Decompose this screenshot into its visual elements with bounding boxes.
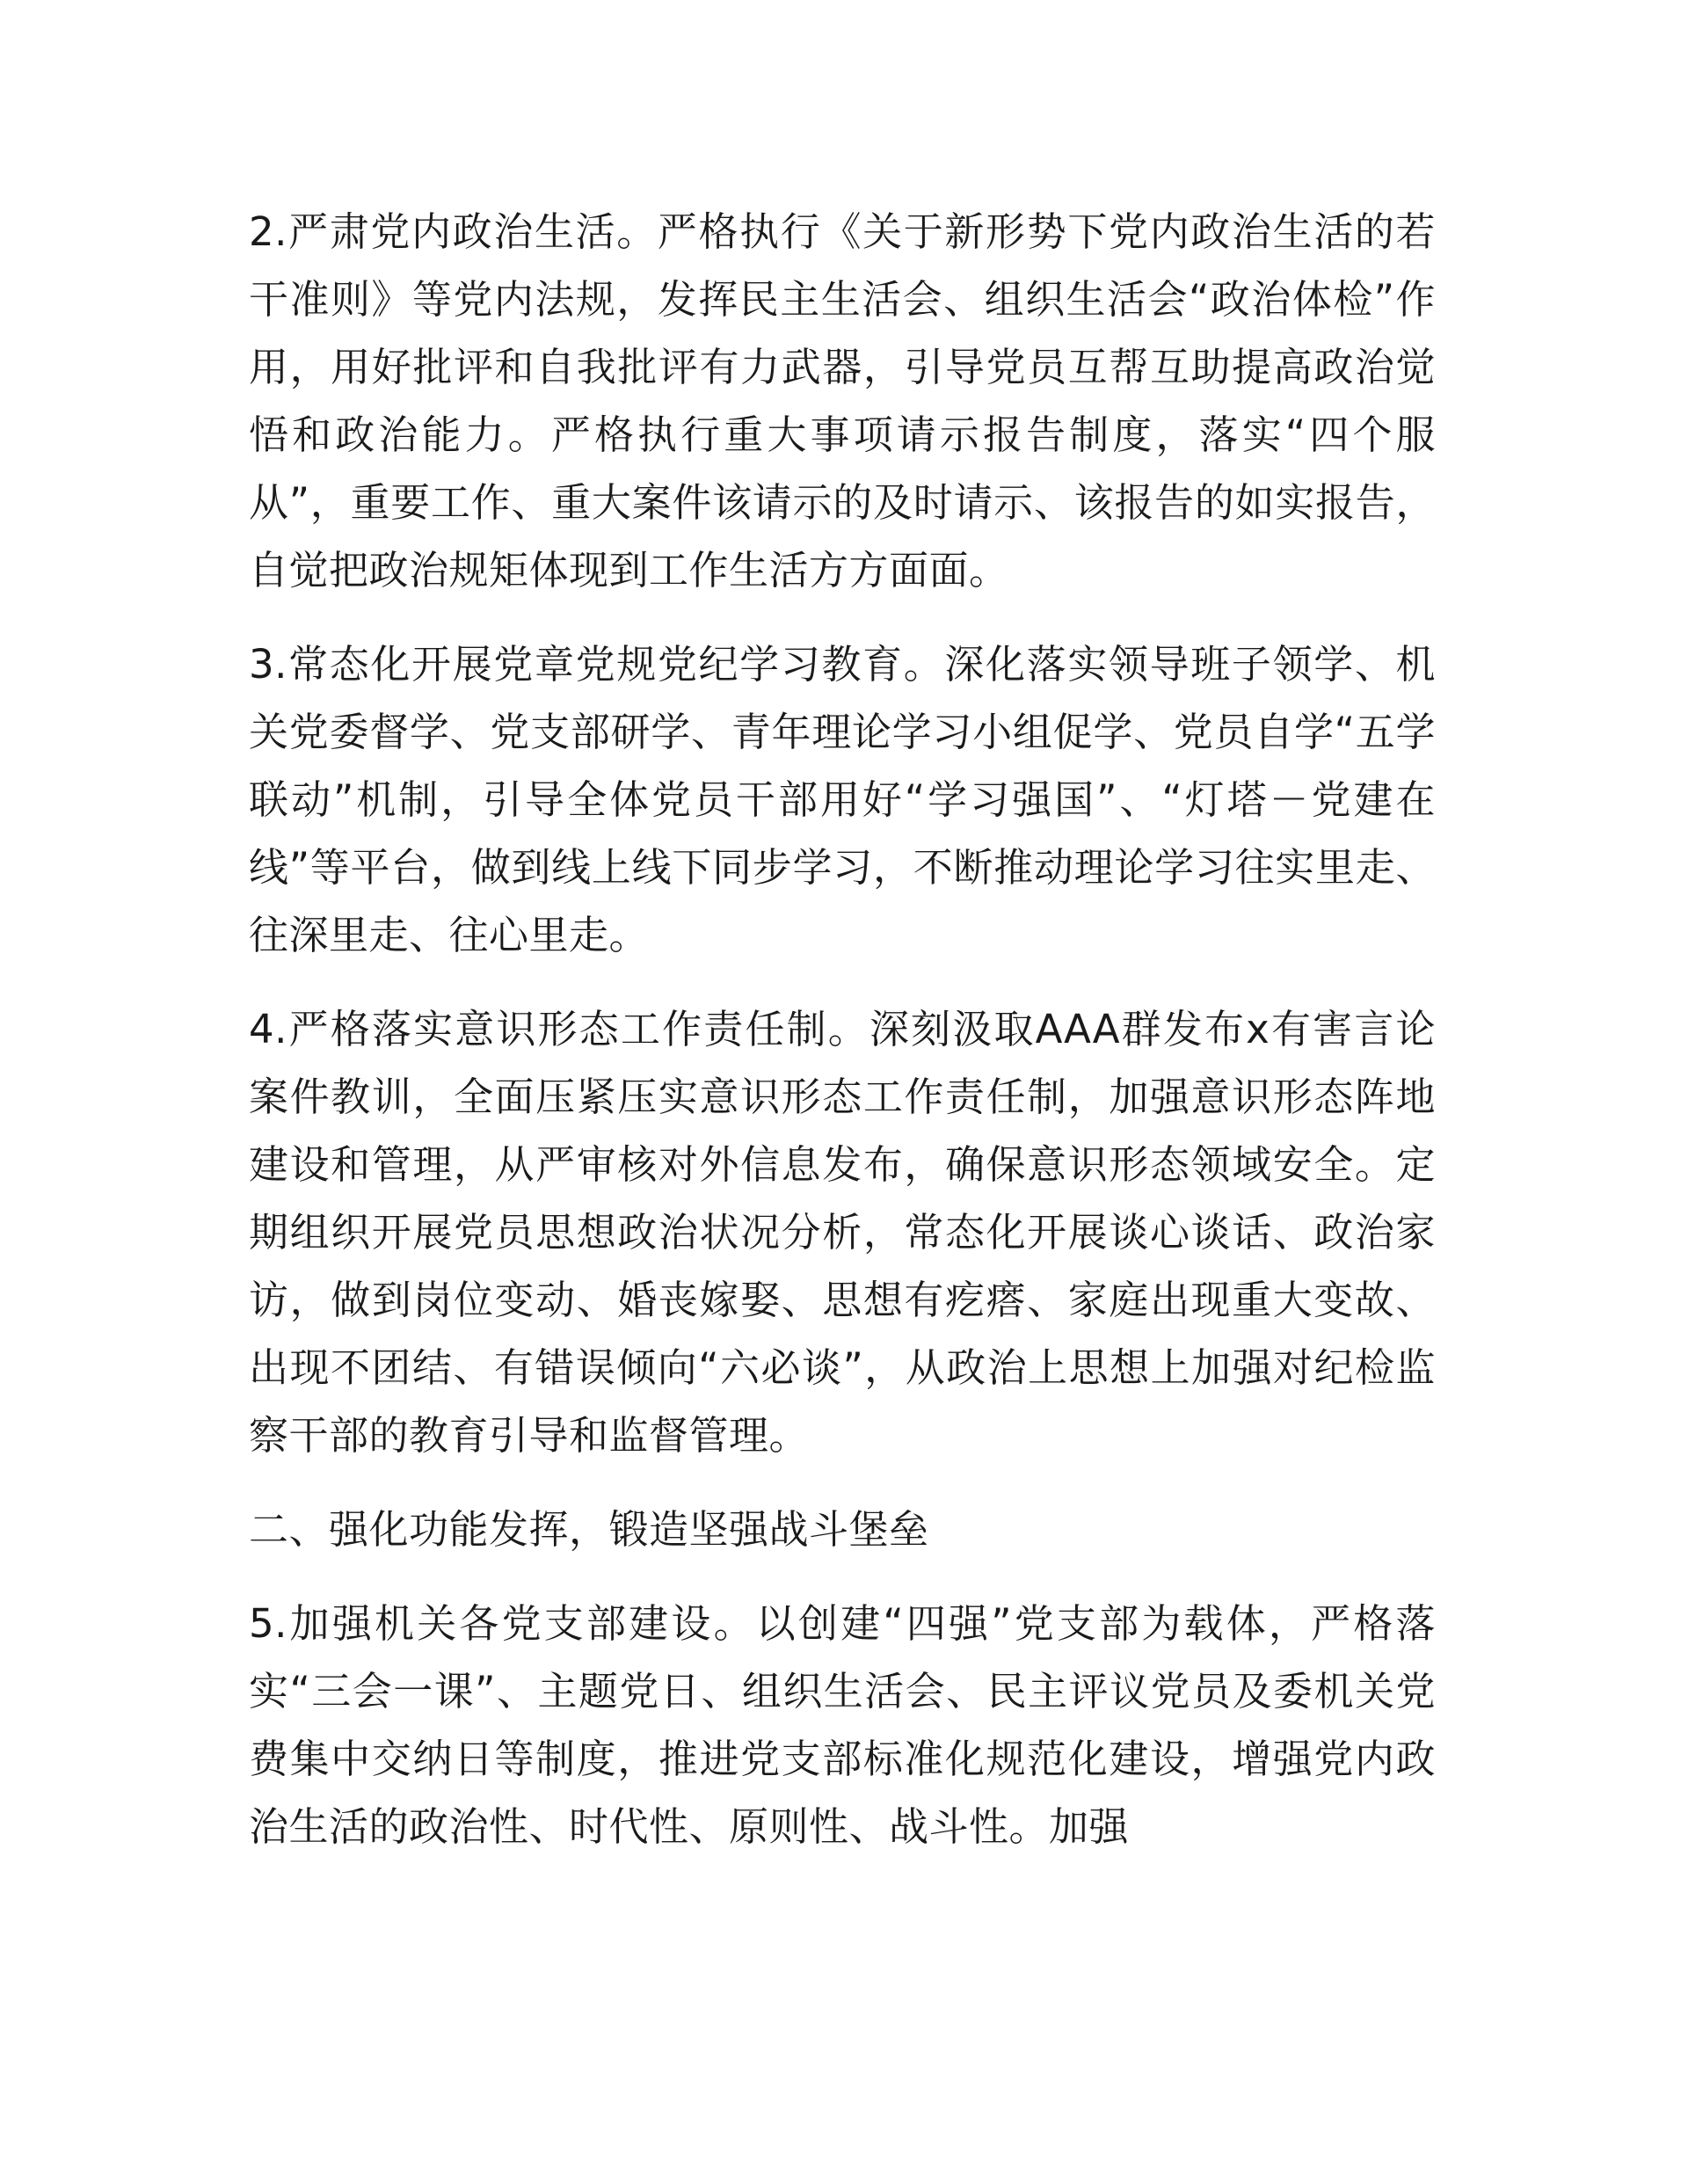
section-heading: 二、强化功能发挥，锻造坚强战斗堡垒 [249, 1506, 929, 1553]
paragraph-3: 3.常态化开展党章党规党纪学习教育。深化落实领导班子领学、机关党委督学、党支部研学、青年理论学习小组促学、党员自学“五学联动”机制，引导全体党员干部用好“学习强国”、“灯塔－党建在线”等平台，做到线上线下同步学习，不断推动理论学习往实里走、往深里走、往心里走。 [249, 641, 1436, 958]
paragraph-2: 2.严肃党内政治生活。严格执行《关于新形势下党内政治生活的若干准则》等党内法规，发挥民主生活会、组织生活会“政治体检”作用，用好批评和自我批评有力武器，引导党员互帮互助提高政治觉悟和政治能力。严格执行重大事项请示报告制度，落实“四个服从”，重要工作、重大案件该请示的及时请示、该报告的如实报告，自觉把政治规矩体现到工作生活方方面面。 [249, 208, 1436, 593]
paragraph-4: 4.严格落实意识形态工作责任制。深刻汲取AAA群发布x有害言论案件教训，全面压紧压实意识形态工作责任制，加强意识形态阵地建设和管理，从严审核对外信息发布，确保意识形态领域安全。定期组织开展党员思想政治状况分析，常态化开展谈心谈话、政治家访，做到岗位变动、婚丧嫁娶、思想有疙瘩、家庭出现重大变故、出现不团结、有错误倾向“六必谈”，从政治上思想上加强对纪检监察干部的教育引导和监督管理。 [249, 1006, 1436, 1459]
paragraph-5: 5.加强机关各党支部建设。以创建“四强”党支部为载体，严格落实“三会一课”、主题党日、组织生活会、民主评议党员及委机关党费集中交纳日等制度，推进党支部标准化规范化建设，增强党内政治生活的政治性、时代性、原则性、战斗性。加强 [249, 1600, 1436, 1850]
document-body [249, 198, 1436, 1887]
